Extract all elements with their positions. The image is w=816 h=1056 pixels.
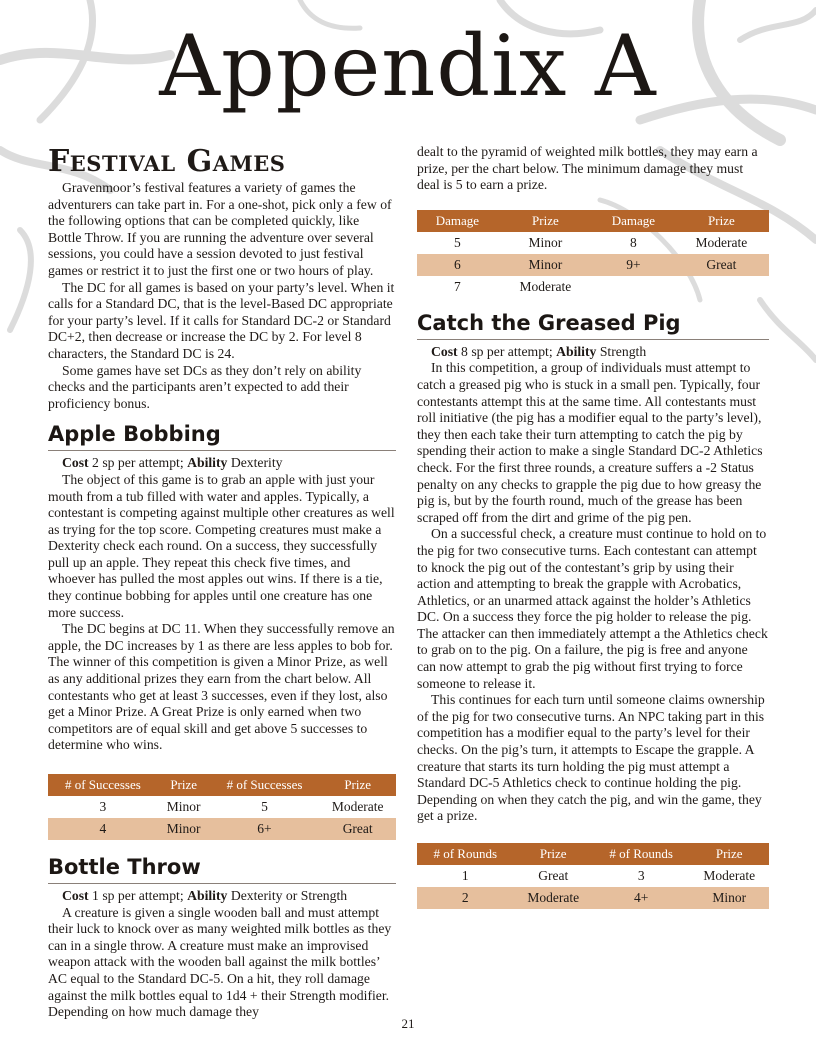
table-header: Prize [689, 843, 769, 865]
table-cell: Moderate [695, 234, 748, 250]
table-header: Prize [158, 774, 210, 796]
cost-value: 8 sp per attempt; [461, 343, 553, 359]
table-row [417, 865, 769, 887]
table-cell [593, 276, 674, 298]
table-cell: Minor [528, 234, 563, 250]
table-cell: 3 [637, 868, 645, 883]
cost-label: Cost [431, 343, 458, 359]
festival-paragraph: Gravenmoor’s festival features a variety of games the adventurers can take part in. For a one-shot, pick only a few of the following options that can be completed quickly, like Bottle Throw. If you are running the adventure over several sessions, you could have a session devoted to just festival games or restrict it to just the first one or two hours of play. [48, 180, 392, 278]
table-header: Damage [593, 210, 674, 232]
cost-value: 2 sp per attempt; [92, 455, 184, 471]
apple-paragraph: The DC begins at DC 11. When they successfully remove an apple, the DC increases by 1 as there are less apples to bob for. The winner of this competition is given a Minor Prize, as well as any additional prizes they earn from the chart below. All contestants who get at least 3 successes, even if they lost, also get a Minor Prize. A Great Prize is only earned when two competitors are of equal skill and get above 5 successes to determine who wins. [48, 621, 395, 753]
table-row [48, 818, 396, 840]
table-cell: 8 [630, 234, 637, 250]
festival-games-heading: Festival Games [48, 144, 286, 179]
greased-pig-prize-table [417, 843, 769, 909]
table-cell: 7 [454, 278, 461, 294]
table-cell: Moderate [331, 799, 384, 814]
table-cell: 4 [48, 818, 158, 840]
bottle-paragraph-continued: dealt to the pyramid of weighted milk bottles, they may earn a prize, per the chart below. The minimum damage they must deal is 5 to earn a prize. [417, 144, 758, 193]
table-cell: Minor [166, 799, 201, 814]
right-column [417, 144, 769, 909]
pig-paragraph: In this competition, a group of individuals must attempt to catch a greased pig who is stuck in a small pen. Typically, four contestants attempt this at the same time. All contestants must roll initiative (the pig has a modifier equal to the party’s level), they then each take their turn attempting to catch the pig by spending their action to make a single Standard DC-2 Athletics check. For the first three rounds, a creature suffers a -2 Status penalty on any checks to grapple the pig due to how greasy the pig is, but by the fourth round, much of the grease has been scraped off from the dirt and grime of the pig pen. [417, 360, 763, 525]
table-cell: 9+ [593, 254, 674, 276]
table-cell: 3 [99, 799, 107, 814]
ability-label: Ability [187, 455, 228, 471]
apple-paragraph: The object of this game is to grab an apple with just your mouth from a tub filled with water and apples. Typically, a contestant is competing against multiple other creatures as well as trying for the top score. Competing creatures must make a Dexterity check each round. On a success, they successfully pull up an apple. They repeat this check five times, and whoever has pulled the most apples out wins. If there is a tie, they continue bobbing for apples until one creature has one more success. [48, 471, 395, 620]
bottle-paragraph: A creature is given a single wooden ball and must attempt their luck to knock over as many weighted milk bottles as they can in a single throw. A creature must make an improvised weapon attack with the wooden ball against the milk bottles’ AC equal to the Standard DC-5. On a hit, they roll damage against the milk bottles equal to 1d4 + their Strength modifier. Depending on how much damage they [48, 904, 392, 1020]
table-cell: 4+ [593, 887, 689, 909]
table-header: Prize [319, 774, 396, 796]
table-header: # of Rounds [417, 843, 513, 865]
table-header: Prize [498, 210, 593, 232]
apple-cost-line [48, 455, 396, 472]
table-header: # of Rounds [593, 843, 689, 865]
table-header: # of Successes [210, 774, 320, 796]
page-number: 21 [401, 1016, 415, 1031]
ability-value: Dexterity [230, 455, 283, 471]
table-cell: Great [319, 818, 396, 840]
table-row [417, 887, 769, 909]
table-cell: 6+ [210, 818, 320, 840]
table-cell: 6 [417, 254, 498, 276]
table-cell [674, 276, 769, 298]
table-cell: 1 [461, 868, 469, 883]
page-title: Appendix A [159, 17, 657, 115]
pig-paragraph: This continues for each turn until someone claims ownership of the pig for two consecutive turns. An NPC taking part in this competition has a modifier equal to the party’s level for their checks. On the pig’s turn, it attempts to Escape the grapple. A creature that starts its turn holding the pig must attempt a Standard DC-5 Athletics check to continue holding the pig. Depending on when they catch the pig, and win the game, they get a prize. [417, 692, 765, 824]
festival-paragraph: Some games have set DCs as they don’t rely on ability checks and the participants aren’t expected to add their proficiency bonus. [48, 362, 362, 411]
table-row [417, 276, 769, 298]
table-cell: Minor [158, 818, 210, 840]
table-header: Prize [674, 210, 769, 232]
table-row [417, 254, 769, 276]
cost-label: Cost [62, 888, 89, 903]
bottle-throw-heading: Bottle Throw [48, 854, 396, 884]
apple-bobbing-prize-table [48, 774, 396, 840]
table-row [417, 232, 769, 254]
greased-pig-heading: Catch the Greased Pig [417, 310, 769, 340]
table-cell: Minor [498, 254, 593, 276]
pig-paragraph: On a successful check, a creature must continue to hold on to the pig for two consecutive turns. Each contestant can attempt to knock the pig out of the contestant’s grip by using their action and attempting to break the grapple with Acrobatics, Athletics, or an unarmed attack against the holder’s Athletics DC. On a success they force the pig holder to release the pig. The attacker can then immediately attempt a the Athletics check to grab on to the pig. On a failure, the pig is free and anyone can now attempt to grab the pig without first trying to force someone to release it. [417, 526, 768, 691]
cost-value: 1 sp per attempt; [92, 888, 184, 903]
table-cell: Minor [689, 887, 769, 909]
ability-label: Ability [556, 343, 597, 359]
bottle-cost-line [48, 888, 396, 905]
bottle-throw-prize-table [417, 210, 769, 298]
table-cell: Moderate [519, 278, 572, 294]
table-cell: Great [538, 868, 569, 883]
ability-value: Dexterity or Strength [230, 888, 348, 903]
table-cell: Moderate [513, 887, 593, 909]
ability-label: Ability [187, 888, 228, 903]
table-cell: 5 [454, 234, 461, 250]
table-cell: Moderate [703, 868, 756, 883]
table-header: # of Successes [48, 774, 158, 796]
table-header: Damage [417, 210, 498, 232]
cost-label: Cost [62, 455, 89, 471]
apple-bobbing-heading: Apple Bobbing [48, 421, 396, 451]
left-column [48, 146, 396, 1021]
pig-cost-line [417, 344, 769, 361]
ability-value: Strength [599, 343, 647, 359]
festival-paragraph: The DC for all games is based on your party’s level. When it calls for a Standard DC, that is the level-Based DC appropriate for your party’s level. If it calls for Standard DC-2 or Standard DC+2, then decrease or increase the DC by 2. For level 8 characters, the Standard DC is 24. [48, 279, 395, 361]
table-cell: 2 [417, 887, 513, 909]
table-header: Prize [513, 843, 593, 865]
table-cell: Great [674, 254, 769, 276]
table-row [48, 796, 396, 818]
table-cell: 5 [261, 799, 268, 814]
